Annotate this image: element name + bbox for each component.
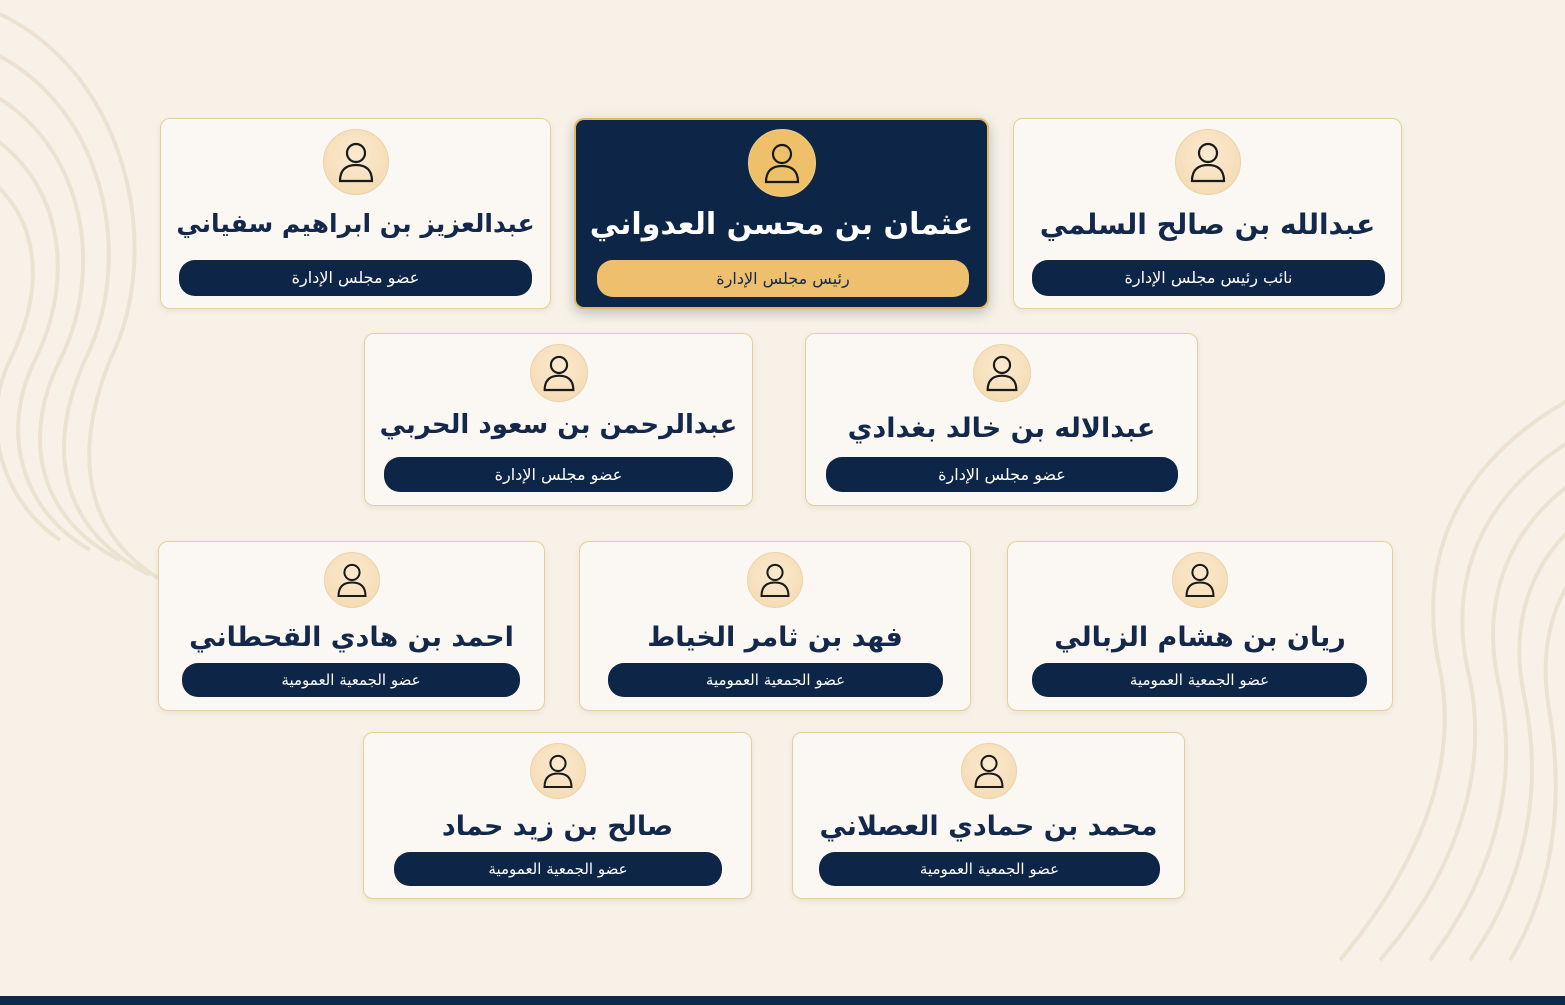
member-card[interactable] <box>160 118 551 309</box>
user-icon <box>1172 552 1228 608</box>
member-card[interactable] <box>792 732 1185 899</box>
user-icon <box>324 552 380 608</box>
member-card[interactable] <box>363 732 752 899</box>
user-icon <box>961 743 1017 799</box>
member-role-badge: نائب رئيس مجلس الإدارة <box>1032 260 1385 296</box>
member-name: عثمان بن محسن العدواني <box>589 207 974 242</box>
member-role-badge: عضو الجمعية العمومية <box>819 852 1160 886</box>
member-name: عبدالرحمن بن سعود الحربي <box>379 410 738 440</box>
member-card[interactable] <box>805 333 1198 506</box>
member-role-badge: عضو الجمعية العمومية <box>608 663 943 697</box>
member-role-badge: رئيس مجلس الإدارة <box>597 260 969 297</box>
member-name: احمد بن هادي القحطاني <box>189 622 514 653</box>
member-name: صالح بن زيد حماد <box>441 811 674 842</box>
member-role-badge: عضو مجلس الإدارة <box>384 457 733 492</box>
member-card[interactable] <box>1007 541 1393 711</box>
member-name: محمد بن حمادي العصلاني <box>819 811 1158 842</box>
user-icon <box>748 129 816 197</box>
member-role-badge: عضو مجلس الإدارة <box>179 260 532 296</box>
member-role-badge: عضو الجمعية العمومية <box>1032 663 1367 697</box>
member-name: عبدالله بن صالح السلمي <box>1039 208 1376 241</box>
user-icon <box>530 344 588 402</box>
user-icon <box>530 743 586 799</box>
user-icon <box>1175 129 1241 195</box>
user-icon <box>747 552 803 608</box>
member-card[interactable] <box>579 541 971 711</box>
member-card-vice-chairman[interactable] <box>1013 118 1402 309</box>
user-icon <box>323 129 389 195</box>
member-name: ريان بن هشام الزبالي <box>1054 622 1346 653</box>
member-name: عبدالاله بن خالد بغدادي <box>847 413 1156 444</box>
member-card[interactable] <box>158 541 545 711</box>
member-card-chairman[interactable] <box>574 118 989 309</box>
member-card[interactable] <box>364 333 753 506</box>
member-name: عبدالعزيز بن ابراهيم سفياني <box>176 209 535 238</box>
member-role-badge: عضو الجمعية العمومية <box>182 663 520 697</box>
member-name: فهد بن ثامر الخياط <box>647 622 903 653</box>
member-role-badge: عضو مجلس الإدارة <box>826 457 1178 492</box>
member-role-badge: عضو الجمعية العمومية <box>394 852 722 886</box>
user-icon <box>973 344 1031 402</box>
footer-bar <box>0 996 1565 1005</box>
